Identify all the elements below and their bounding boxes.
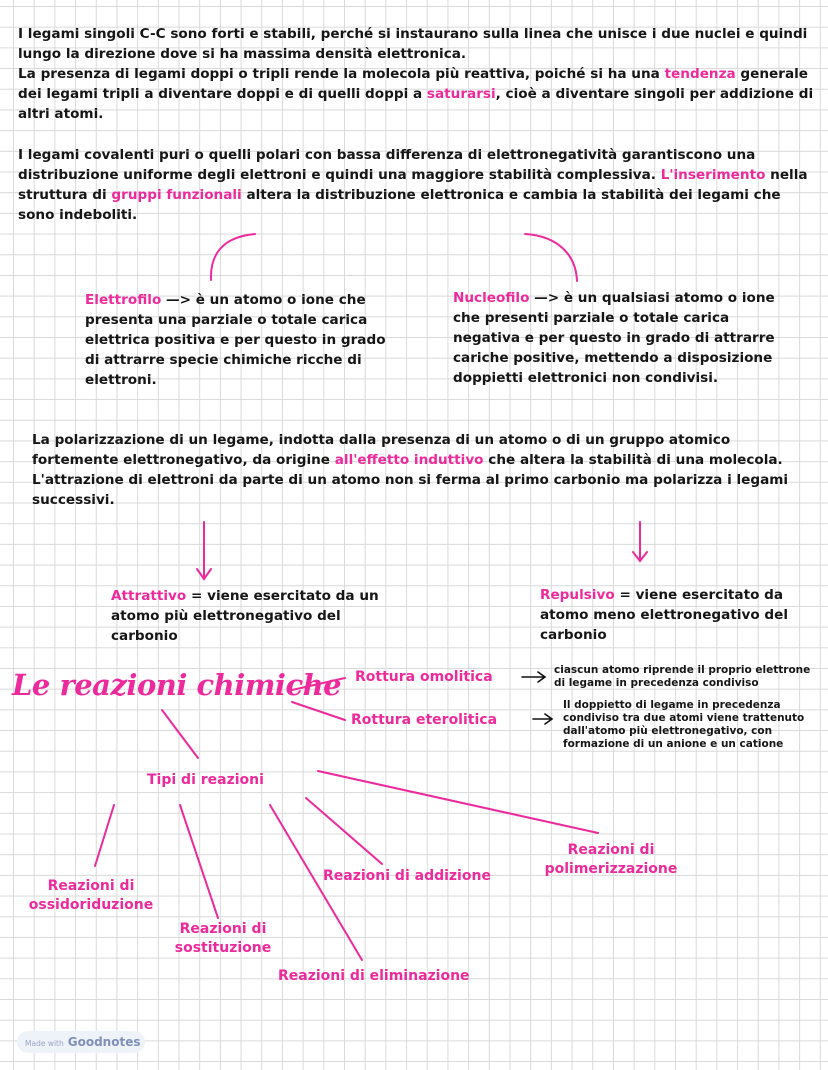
line-to-polimerizzazione	[318, 771, 598, 833]
rottura-eterolitica-label: Rottura eterolitica	[351, 712, 498, 728]
highlight-gruppi-funzionali: gruppi funzionali	[111, 187, 242, 203]
line-to-tipi	[162, 710, 198, 758]
highlight-inserimento: L'inserimento	[660, 167, 766, 183]
intro-text-2a: I legami covalenti puri o quelli polari con bassa differenza di elettronegatività garantiscono una distribuzione uniforme degli elettroni e quindi una maggiore stabilità complessiva.	[18, 147, 756, 183]
repulsivo-block	[540, 585, 796, 645]
reazioni-ossidoriduzione-label: Reazioni di ossidoriduzione	[28, 878, 154, 913]
nucleofilo-def: è un qualsiasi atomo o ione che presenti parziale o totale carica negativa e per questo in grado di attrarre cariche positive, mettendo a disposizione doppietti elettronici non condivisi.	[453, 290, 775, 386]
intro-text-1d: , cioè a diventare singoli per addizione di altri atomi.	[18, 86, 814, 122]
reazioni-polimerizzazione-label: Reazioni di polimerizzazione	[544, 842, 678, 877]
line-to-sostituzione	[180, 805, 218, 918]
highlight-tendenza: tendenza	[664, 66, 736, 82]
intro-text-1a: I legami singoli C-C sono forti e stabili, perché si instaurano sulla linea che unisce i due nuclei e quindi lungo la direzione dove si ha massima densità elettronica.	[18, 26, 808, 62]
reazioni-eliminazione-label: Reazioni di eliminazione	[278, 968, 470, 984]
highlight-saturarsi: saturarsi	[426, 86, 496, 102]
bracket-left	[211, 234, 255, 280]
elettrofilo-term: Elettrofilo	[85, 292, 162, 308]
section-title: Le reazioni chimiche	[12, 668, 342, 702]
intro-text-1c: generale dei legami tripli a diventare doppi e di quelli doppi a	[18, 66, 809, 102]
elettrofilo-block	[85, 290, 403, 390]
elettrofilo-arrow: —>	[161, 292, 196, 308]
attrattivo-term: Attrattivo	[111, 588, 187, 604]
repulsivo-def: = viene esercitato da atomo meno elettronegativo del carbonio	[540, 587, 789, 643]
reazioni-addizione-label: Reazioni di addizione	[323, 868, 491, 884]
rottura-omolitica-desc: ciascun atomo riprende il proprio elettrone di legame in precedenza condiviso	[554, 664, 811, 689]
reazioni-sostituzione-label: Reazioni di sostituzione	[174, 921, 272, 956]
repulsivo-term: Repulsivo	[540, 587, 615, 603]
nucleofilo-arrow: —>	[529, 290, 564, 306]
highlight-effetto-induttivo: all'effetto induttivo	[334, 452, 484, 468]
bracket-right	[525, 234, 577, 281]
intro-text-2b: nella struttura di	[18, 167, 808, 203]
line-to-eterolitica	[292, 702, 345, 720]
polarizzazione-text-b: che altera la stabilità di una molecola. L'attrazione di elettroni da parte di un atomo non si ferma al primo carbonio ma polarizza i legami successivi.	[32, 452, 789, 508]
goodnotes-watermark	[17, 1031, 145, 1053]
arrow-attrattivo	[197, 522, 211, 579]
watermark-made-with: Made with	[25, 1039, 64, 1048]
line-to-addizione	[306, 798, 382, 864]
intro-text-2c: altera la distribuzione elettronica e cambia la stabilità dei legami che sono indeboliti.	[18, 187, 781, 223]
arrow-repulsivo	[633, 522, 647, 561]
arrow-omolitica	[522, 672, 545, 682]
intro-text-1b: La presenza di legami doppi o tripli rende la molecola più reattiva, poiché si ha una	[18, 66, 665, 82]
rottura-omolitica-label: Rottura omolitica	[355, 669, 493, 685]
polarizzazione-text-a: La polarizzazione di un legame, indotta dalla presenza di un atomo o di un gruppo atomico fortemente elettronegativo, da origine	[32, 432, 731, 468]
watermark-brand: Goodnotes	[67, 1035, 141, 1049]
rottura-eterolitica-desc: Il doppietto di legame in precedenza condiviso tra due atomi viene trattenuto dall'atomo più elettronegativo, con formazione di un anione e un catione	[563, 699, 805, 750]
attrattivo-block	[111, 586, 379, 646]
nucleofilo-term: Nucleofilo	[453, 290, 530, 306]
line-to-ossido	[95, 805, 114, 866]
elettrofilo-def: è un atomo o ione che presenta una parziale o totale carica elettrica positiva e per questo in grado di attrarre specie chimiche ricche di elettroni.	[85, 292, 386, 388]
attrattivo-def: = viene esercitato da un atomo più elettronegativo del carbonio	[111, 588, 379, 644]
nucleofilo-block	[453, 288, 793, 388]
tipi-di-reazioni-label: Tipi di reazioni	[147, 772, 264, 788]
polarizzazione-paragraph	[32, 430, 814, 510]
arrow-eterolitica	[533, 714, 552, 724]
